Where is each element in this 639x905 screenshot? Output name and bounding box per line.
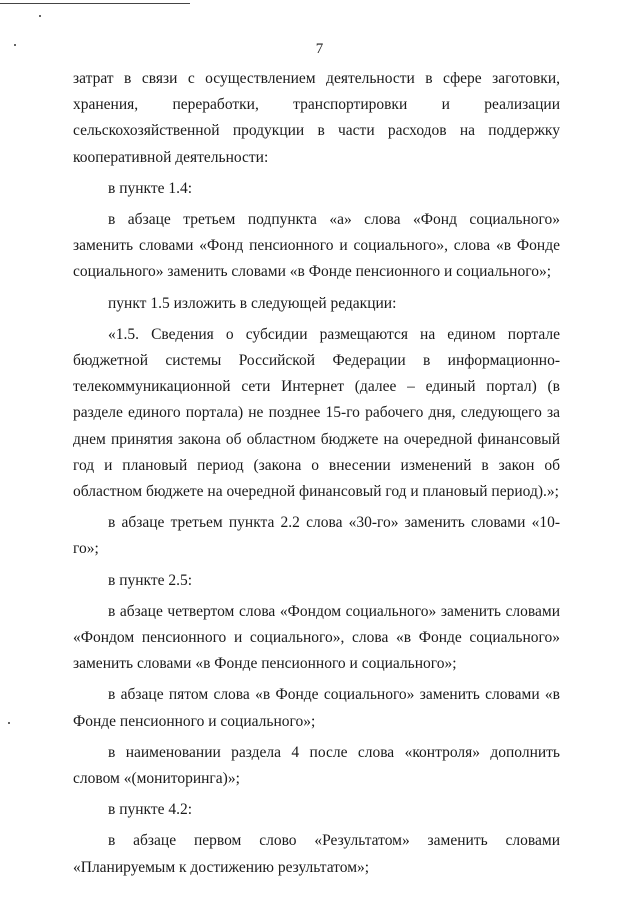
paragraph: в абзаце четвертом слова «Фондом социального» заменить словами «Фондом пенсионного и социального», слова «в Фонде социального» заменить словами «в Фонде пенсионного и социального»; [73, 602, 560, 673]
paragraph: «1.5. Сведения о субсидии размещаются на едином портале бюджетной системы Российской Федерации в информационно-телекоммуникационной сети Интернет (далее – единый портал) (в разделе единого портала) не позднее 15-го рабочего дня, следующего за днем принятия закона об областном бюджете на очередной финансовый год и плановый период (закона о внесении изменений в закон об областном бюджете на очередной финансовый год и плановый период).»; [73, 325, 560, 501]
scan-speck [8, 722, 10, 724]
page-number: 7 [315, 41, 324, 57]
paragraph: в пункте 1.4: [108, 179, 193, 197]
paragraph: в абзаце первом слово «Результатом» заменить словами «Планируемым к достижению результатом»; [73, 832, 560, 876]
paragraph: в абзаце третьем пункта 2.2 слова «30-го» заменить словами «10-го»; [73, 514, 560, 558]
paragraph: пункт 1.5 изложить в следующей редакции: [108, 294, 397, 312]
scan-speck [39, 15, 41, 17]
paragraph: в наименовании раздела 4 после слова «контроля» дополнить словом «(мониторинга)»; [73, 743, 560, 788]
paragraph: в пункте 2.5: [108, 571, 193, 589]
paragraph: в абзаце третьем подпункта «а» слова «Фонд социального» заменить словами «Фонд пенсионного и социального», слова «в Фонде социального» заменить словами «в Фонде пенсионного и социального»; [73, 211, 560, 281]
paragraph: затрат в связи с осуществлением деятельности в сфере заготовки, хранения, переработки, транспортировки и реализации сельскохозяйственной продукции в части расходов на поддержку кооперативной деятельности: [73, 70, 560, 166]
document-body [73, 66, 560, 881]
paragraph: в пункте 4.2: [108, 801, 193, 819]
paragraph: в абзаце пятом слова «в Фонде социального» заменить словами «в Фонде пенсионного и социального»; [73, 686, 560, 730]
top-rule [0, 3, 190, 4]
